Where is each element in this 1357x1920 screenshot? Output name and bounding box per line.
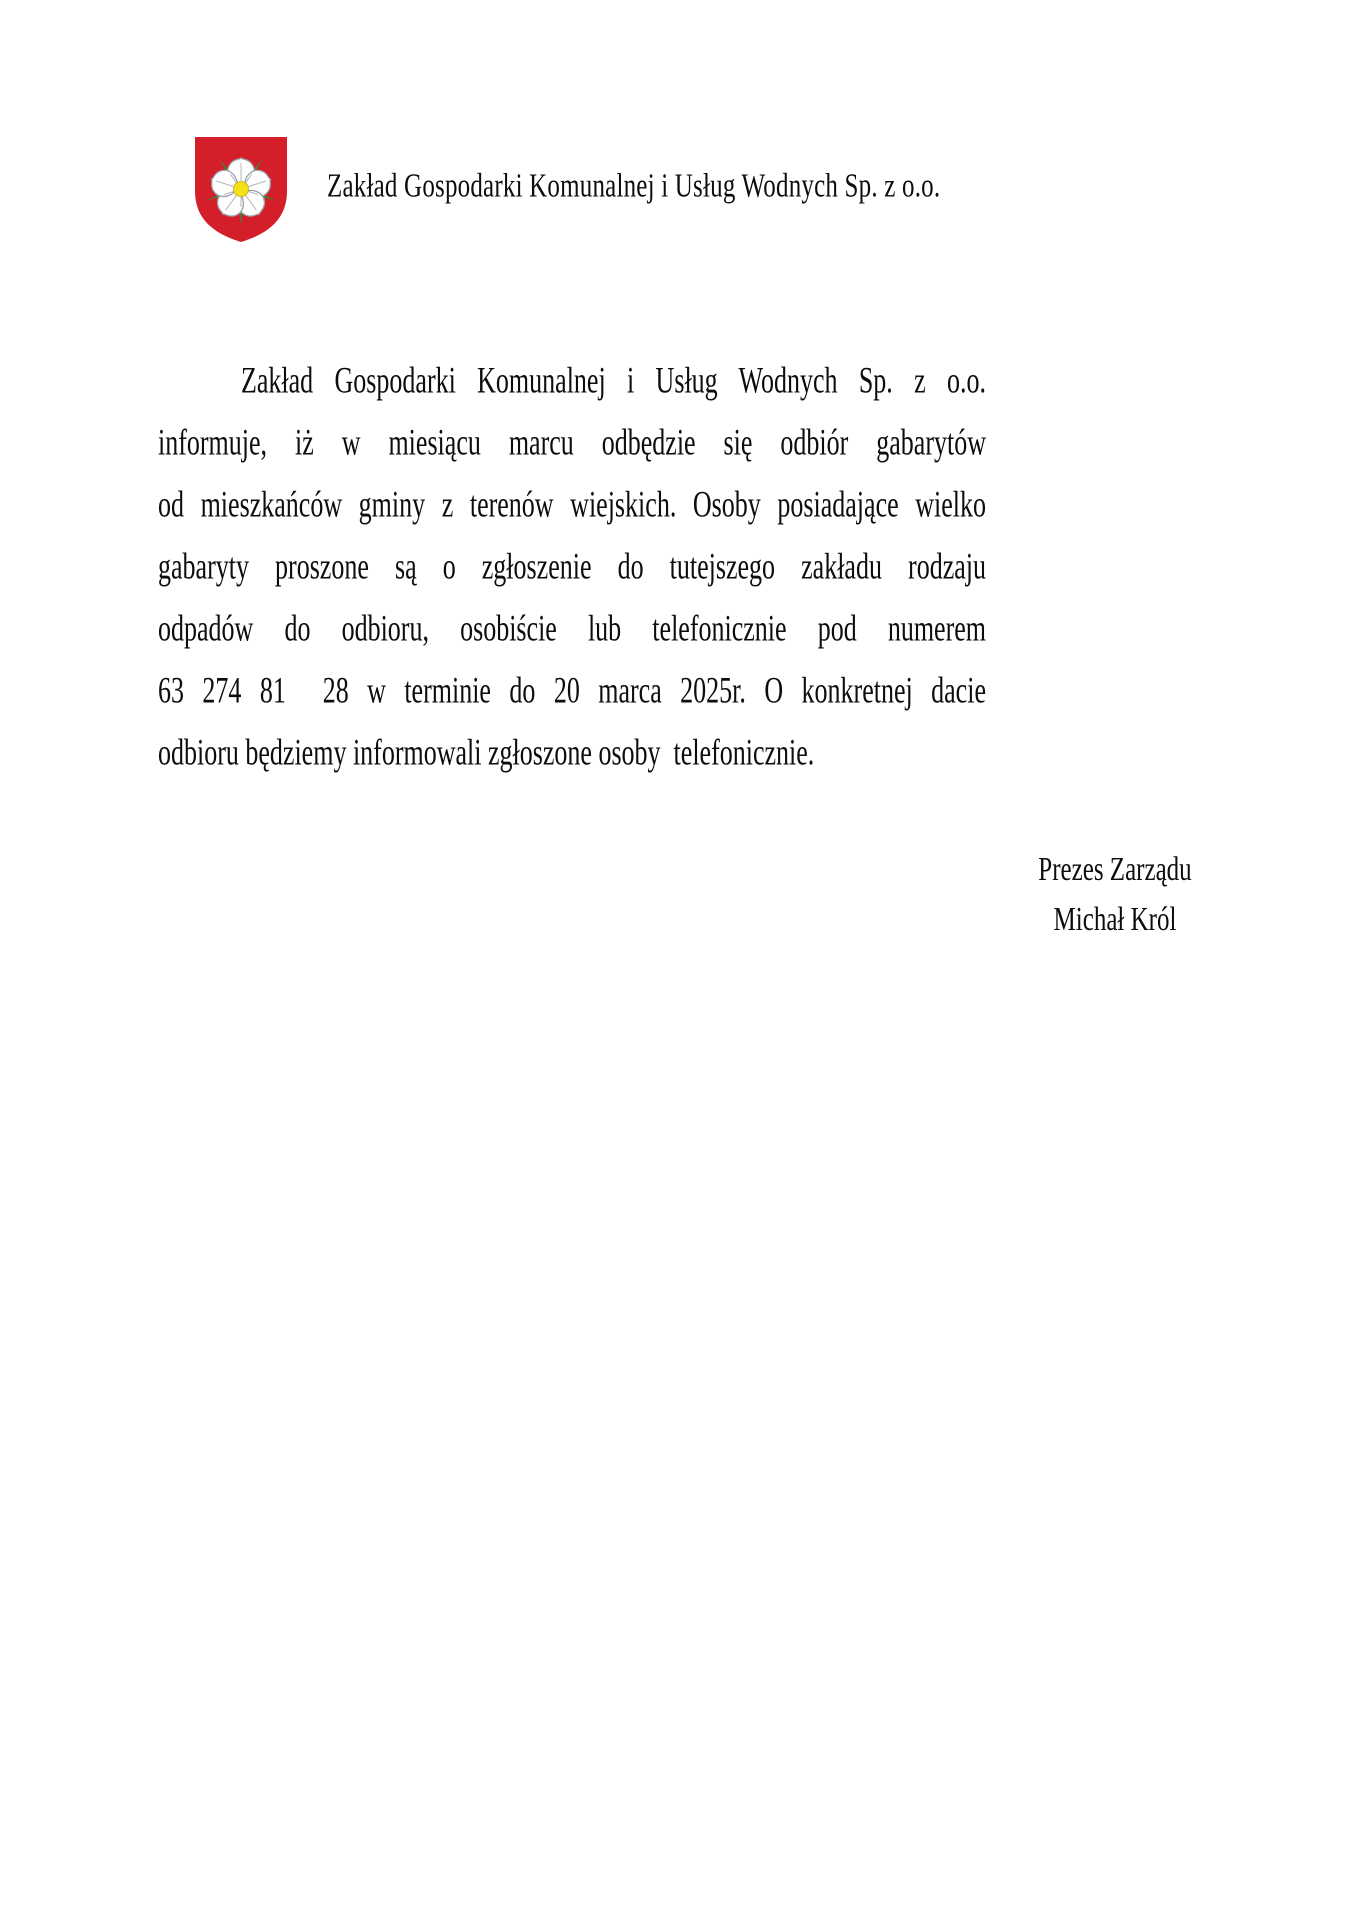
paragraph-line: odbioru będziemy informowali zgłoszone osoby telefonicznie. [158, 732, 815, 773]
paragraph-line: od mieszkańców gminy z terenów wiejskich. Osoby posiadające wielko [158, 483, 986, 525]
paragraph-line: odpadów do odbioru, osobiście lub telefonicznie pod numerem [158, 608, 986, 649]
paragraph-line: Zakład Gospodarki Komunalnej i Usług Wodnych Sp. z o.o. [241, 359, 986, 401]
coat-of-arms-icon [190, 133, 292, 246]
paragraph-line: 63 274 81 28 w terminie do 20 marca 2025r. O konkretnej dacie [158, 670, 986, 711]
rose-center [234, 182, 249, 197]
paragraph-line: informuje, iż w miesiącu marcu odbędzie się odbiór gabarytów [158, 421, 986, 463]
organization-name: Zakład Gospodarki Komunalnej i Usług Wodnych Sp. z o.o. [327, 168, 941, 205]
signature-block [965, 845, 1265, 945]
signature-name: Michał Król [1053, 901, 1177, 939]
signature-title: Prezes Zarządu [1038, 851, 1192, 889]
municipal-crest-logo [190, 133, 292, 246]
letter-body [158, 350, 986, 784]
paragraph-line: gabaryty proszone są o zgłoszenie do tutejszego zakładu rodzaju [158, 545, 986, 587]
